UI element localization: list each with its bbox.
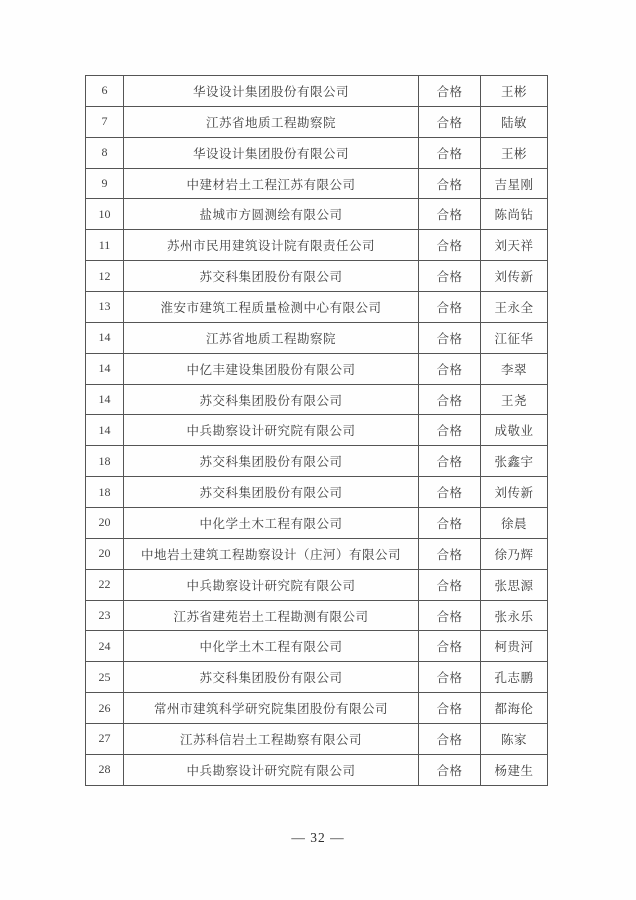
person-cell: 孔志鹏 [481,662,548,693]
company-cell: 华设设计集团股份有限公司 [124,137,419,168]
company-cell: 中地岩土建筑工程勘察设计（庄河）有限公司 [124,538,419,569]
company-cell: 江苏省地质工程勘察院 [124,322,419,353]
table-row [86,754,548,785]
result-cell: 合格 [419,384,481,415]
result-cell: 合格 [419,415,481,446]
company-cell: 中化学土木工程有限公司 [124,508,419,539]
table-row [86,199,548,230]
person-cell: 陈尚钻 [481,199,548,230]
company-cell: 苏交科集团股份有限公司 [124,261,419,292]
table-row [86,322,548,353]
table-row [86,600,548,631]
result-cell: 合格 [419,631,481,662]
table-row [86,168,548,199]
results-table [85,75,548,786]
person-cell: 徐乃辉 [481,538,548,569]
result-cell: 合格 [419,724,481,755]
person-cell: 柯贵河 [481,631,548,662]
rank-cell: 14 [86,322,124,353]
person-cell: 吉星刚 [481,168,548,199]
company-cell: 苏交科集团股份有限公司 [124,477,419,508]
page-number-footer: — 32 — [291,830,345,845]
result-cell: 合格 [419,137,481,168]
table-row [86,508,548,539]
table-row [86,292,548,323]
person-cell: 陈家 [481,724,548,755]
person-cell: 刘天祥 [481,230,548,261]
rank-cell: 10 [86,199,124,230]
person-cell: 张永乐 [481,600,548,631]
person-cell: 李翠 [481,353,548,384]
rank-cell: 12 [86,261,124,292]
person-cell: 成敬业 [481,415,548,446]
company-cell: 中兵勘察设计研究院有限公司 [124,569,419,600]
company-cell: 苏交科集团股份有限公司 [124,384,419,415]
result-cell: 合格 [419,508,481,539]
person-cell: 王彬 [481,76,548,107]
company-cell: 中化学土木工程有限公司 [124,631,419,662]
person-cell: 陆敏 [481,106,548,137]
table-row [86,538,548,569]
rank-cell: 9 [86,168,124,199]
person-cell: 刘传新 [481,261,548,292]
company-cell: 苏交科集团股份有限公司 [124,446,419,477]
company-cell: 江苏省地质工程勘察院 [124,106,419,137]
company-cell: 苏州市民用建筑设计院有限责任公司 [124,230,419,261]
table-row [86,631,548,662]
table-row [86,384,548,415]
result-cell: 合格 [419,353,481,384]
company-cell: 江苏省建苑岩土工程勘测有限公司 [124,600,419,631]
result-cell: 合格 [419,322,481,353]
company-cell: 中兵勘察设计研究院有限公司 [124,415,419,446]
rank-cell: 22 [86,569,124,600]
person-cell: 江征华 [481,322,548,353]
result-cell: 合格 [419,292,481,323]
person-cell: 张思源 [481,569,548,600]
table-row [86,477,548,508]
rank-cell: 8 [86,137,124,168]
rank-cell: 20 [86,508,124,539]
company-cell: 华设设计集团股份有限公司 [124,76,419,107]
company-cell: 常州市建筑科学研究院集团股份有限公司 [124,693,419,724]
table-row [86,693,548,724]
table-row [86,353,548,384]
result-cell: 合格 [419,76,481,107]
rank-cell: 20 [86,538,124,569]
rank-cell: 25 [86,662,124,693]
person-cell: 都海伦 [481,693,548,724]
result-cell: 合格 [419,199,481,230]
rank-cell: 24 [86,631,124,662]
result-cell: 合格 [419,569,481,600]
rank-cell: 26 [86,693,124,724]
person-cell: 刘传新 [481,477,548,508]
table-row [86,662,548,693]
result-cell: 合格 [419,754,481,785]
company-cell: 苏交科集团股份有限公司 [124,662,419,693]
result-cell: 合格 [419,168,481,199]
result-cell: 合格 [419,106,481,137]
person-cell: 徐晨 [481,508,548,539]
company-cell: 中建材岩土工程江苏有限公司 [124,168,419,199]
rank-cell: 23 [86,600,124,631]
table-row [86,724,548,755]
rank-cell: 14 [86,353,124,384]
table-row [86,137,548,168]
rank-cell: 18 [86,446,124,477]
table-row [86,261,548,292]
rank-cell: 28 [86,754,124,785]
company-cell: 盐城市方圆测绘有限公司 [124,199,419,230]
result-cell: 合格 [419,477,481,508]
person-cell: 张鑫宇 [481,446,548,477]
company-cell: 淮安市建筑工程质量检测中心有限公司 [124,292,419,323]
table-row [86,415,548,446]
company-cell: 中亿丰建设集团股份有限公司 [124,353,419,384]
result-cell: 合格 [419,693,481,724]
result-cell: 合格 [419,538,481,569]
table-row [86,230,548,261]
rank-cell: 18 [86,477,124,508]
person-cell: 王彬 [481,137,548,168]
rank-cell: 14 [86,384,124,415]
table-row [86,569,548,600]
rank-cell: 13 [86,292,124,323]
result-cell: 合格 [419,662,481,693]
result-cell: 合格 [419,446,481,477]
rank-cell: 6 [86,76,124,107]
rank-cell: 11 [86,230,124,261]
person-cell: 杨建生 [481,754,548,785]
rank-cell: 7 [86,106,124,137]
result-cell: 合格 [419,230,481,261]
result-cell: 合格 [419,600,481,631]
company-cell: 中兵勘察设计研究院有限公司 [124,754,419,785]
company-cell: 江苏科信岩土工程勘察有限公司 [124,724,419,755]
rank-cell: 27 [86,724,124,755]
person-cell: 王永全 [481,292,548,323]
person-cell: 王尧 [481,384,548,415]
table-row [86,446,548,477]
table-row [86,106,548,137]
table-row [86,76,548,107]
results-table-body [86,76,548,786]
rank-cell: 14 [86,415,124,446]
result-cell: 合格 [419,261,481,292]
